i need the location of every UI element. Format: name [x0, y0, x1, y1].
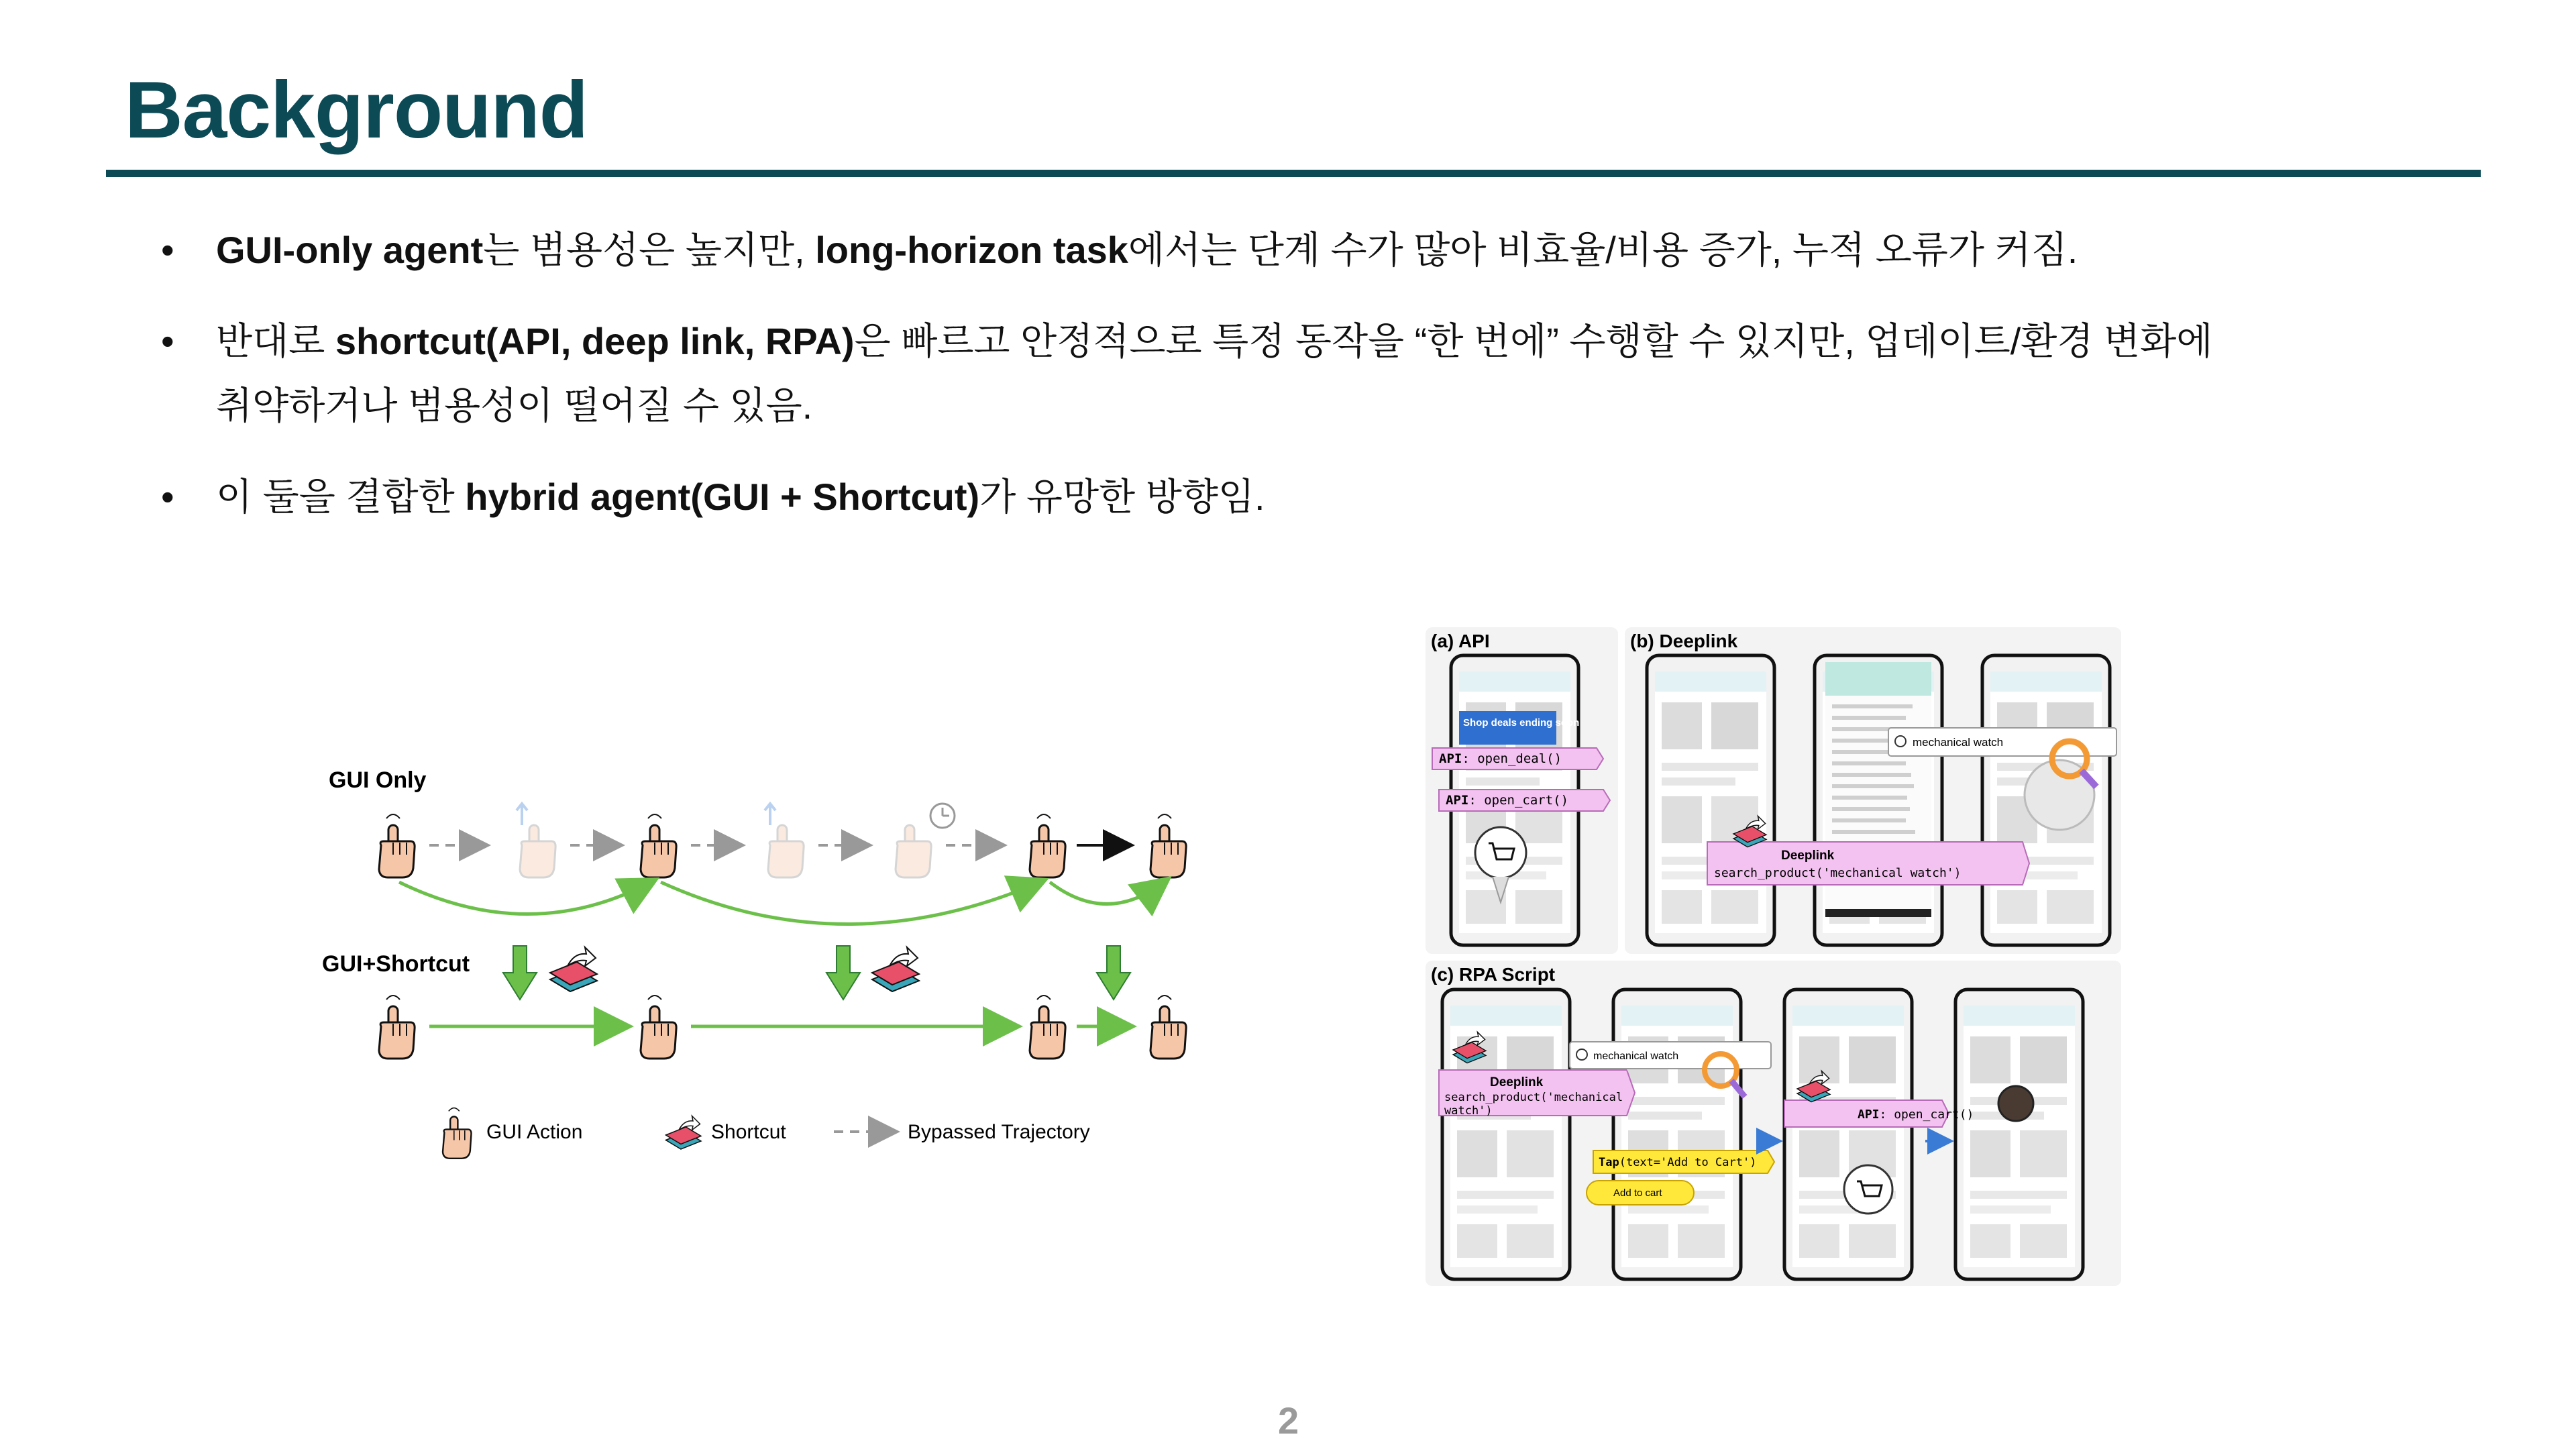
- c-api-keyword: API: [1858, 1108, 1880, 1122]
- svg-text:API: open_cart(): [1446, 793, 1568, 808]
- bullet-3-text-2: 가 유망한 방향임.: [979, 476, 1265, 518]
- bullet-1-text-1: 는 범용성은 높지만,: [483, 229, 816, 271]
- legend-gui-action: GUI Action: [486, 1121, 583, 1143]
- bullet-1-text-2: 에서는 단계 수가 많아 비효율/비용 증가, 누적 오류가 커짐.: [1128, 229, 2078, 271]
- a-api-1-call: : open_deal(): [1462, 751, 1562, 766]
- c-tap-call: (text='Add to Cart'): [1619, 1156, 1757, 1169]
- bullet-3-text-1: 이 둘을 결합한: [216, 476, 466, 518]
- c-deeplink-call-2: watch'): [1444, 1104, 1493, 1118]
- panel-a-title: (a) API: [1431, 631, 1490, 651]
- bullet-item-2: [161, 309, 2375, 438]
- legend-bypassed: Bypassed Trajectory: [908, 1121, 1090, 1143]
- shortcut-marker-1: [503, 946, 597, 1000]
- panel-b-title: (b) Deeplink: [1630, 631, 1738, 651]
- bullet-item-3: [161, 465, 2375, 529]
- a-api-2-keyword: API: [1446, 793, 1469, 808]
- shortcut-marker-3: [1097, 946, 1130, 1000]
- bullet-list: [161, 218, 2375, 556]
- c-api-call: : open_cart(): [1879, 1108, 1974, 1122]
- panel-c-title: (c) RPA Script: [1431, 964, 1556, 985]
- b-search-text: mechanical watch: [1913, 736, 2004, 749]
- shortcut-marker-2: [826, 946, 919, 1000]
- bullet-1-bold-1: GUI-only agent: [216, 229, 484, 271]
- bullet-2-text-3: 취약하거나 범용성이 떨어질 수 있음.: [216, 384, 813, 427]
- c-search-text: mechanical watch: [1593, 1051, 1679, 1062]
- a-api-1-keyword: API: [1439, 751, 1462, 766]
- bullet-2-text-2: 은 빠르고 안정적으로 특정 동작을 “한 번에” 수행할 수 있지만, 업데이트/환경 변화에: [854, 320, 2213, 362]
- page-number: 2: [1278, 1399, 1299, 1442]
- c-deeplink-keyword: Deeplink: [1490, 1075, 1544, 1089]
- a-api-2-call: : open_cart(): [1468, 793, 1569, 808]
- legend-shortcut: Shortcut: [711, 1121, 786, 1143]
- slide-title: Background: [125, 65, 588, 155]
- title-underline: [106, 170, 2481, 177]
- svg-text:Tap(text='Add to Cart'): [1599, 1156, 1756, 1169]
- bullet-item-1: [161, 218, 2375, 282]
- c-add-button-label: Add to cart: [1613, 1187, 1662, 1199]
- b-deeplink-keyword: Deeplink: [1781, 849, 1835, 863]
- hybrid-label: GUI+Shortcut: [322, 951, 470, 977]
- c-tap-keyword: Tap: [1599, 1156, 1619, 1169]
- bullet-2-text-1: 반대로: [216, 320, 335, 362]
- trajectory-figure: [309, 745, 1208, 1187]
- bullet-2-bold-1: shortcut(API, deep link, RPA): [335, 320, 855, 362]
- bullet-1-bold-2: long-horizon task: [815, 229, 1128, 271]
- gui-only-label: GUI Only: [329, 767, 427, 793]
- shortcut-examples-figure: [1426, 627, 2123, 1288]
- legend: [443, 1108, 1090, 1159]
- bullet-3-bold-1: hybrid agent(GUI + Shortcut): [465, 476, 980, 518]
- c-deeplink-call-1: search_product('mechanical: [1444, 1091, 1623, 1104]
- svg-text:API: open_cart(): [1858, 1108, 1974, 1122]
- svg-text:API: open_deal(): [1439, 751, 1562, 766]
- cart-icon: [1475, 827, 1526, 878]
- b-deeplink-call: search_product('mechanical watch'): [1714, 866, 1962, 880]
- a-banner-text: Shop deals ending soon: [1463, 717, 1580, 729]
